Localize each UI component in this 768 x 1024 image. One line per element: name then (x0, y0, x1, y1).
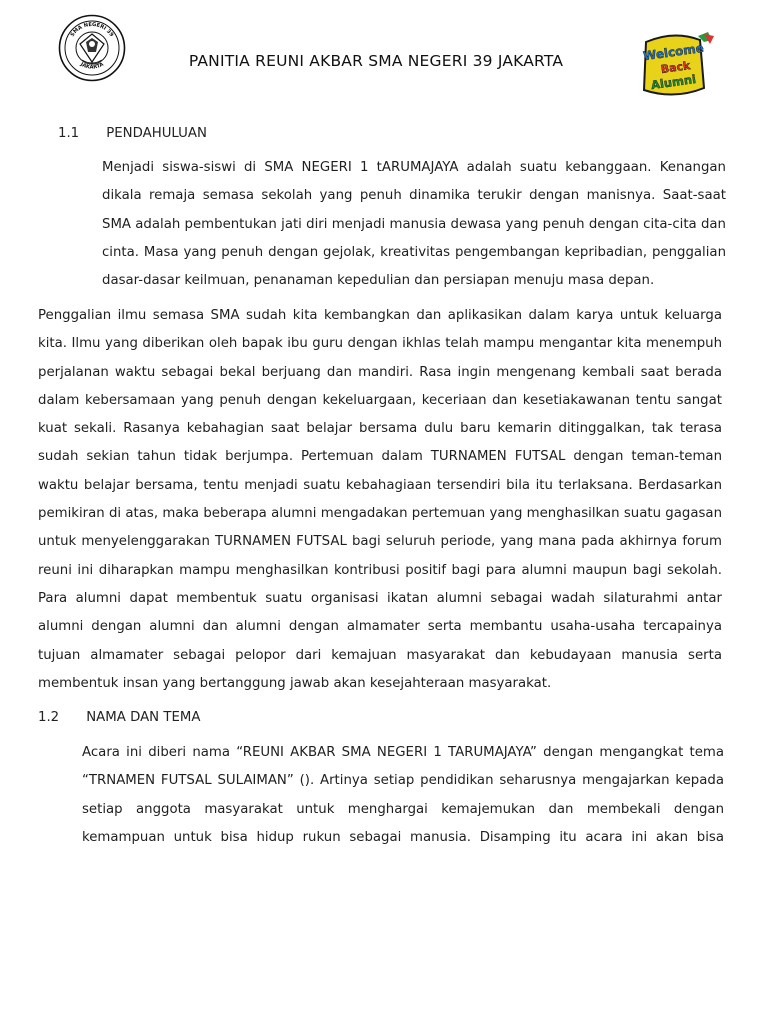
letterhead (0, 0, 768, 115)
logo-alumni-text: Alumni (650, 71, 697, 93)
logo-back-text: Back (659, 59, 692, 77)
welcome-back-alumni-logo (638, 30, 716, 102)
logo-welcome-text: Welcome (642, 40, 705, 64)
section-heading-pendahuluan (58, 126, 207, 141)
section-number: 1.2 (38, 710, 60, 725)
emblem-bottom-text: JAKARTA (79, 61, 105, 71)
paragraph-nama-tema: Acara ini diberi nama “REUNI AKBAR SMA NEGERI 1 TARUMAJAYA” dengan mengangkat tema “TRNAMEN FUTSAL SULAIMAN” (). Artinya setiap pendidikan seharusnya mengajarkan kepada setiap anggota masyarakat untuk menghargai kemajemukan dan membekali dengan kemampuan untuk bisa hidup rukun sebagai manusia. Disamping itu acara ini akan bisa (82, 745, 724, 845)
section-title: NAMA DAN TEMA (86, 710, 201, 725)
document-title: PANITIA REUNI AKBAR SMA NEGERI 39 JAKARTA (188, 52, 564, 70)
paragraph-body: Penggalian ilmu semasa SMA sudah kita kembangkan dan aplikasikan dalam karya untuk keluarga kita. Ilmu yang diberikan oleh bapak ibu guru dengan ikhlas telah mampu mengantar kita menempuh perjalanan waktu sebagai bekal berjuang dan mandiri. Rasa ingin mengenang kembali saat berada dalam kebersamaan yang penuh dengan kekeluargaan, keceriaan dan kesetiakawanan tentu sangat kuat sekali. Rasanya kebahagian saat belajar bersama dulu baru kemarin ditinggalkan, tak terasa sudah sekian tahun tidak berjumpa. Pertemuan dalam TURNAMEN FUTSAL dengan teman-teman waktu belajar bersama, tentu menjadi suatu kebahagiaan tersendiri bila itu terlaksana. Berdasarkan pemikiran di atas, maka beberapa alumni mengadakan pertemuan yang menghasilkan suatu gagasan untuk menyelenggarakan TURNAMEN FUTSAL bagi seluruh periode, yang mana pada akhirnya forum reuni ini diharapkan mampu menghasilkan kontribusi positif bagi para alumni maupun bagi sekolah. Para alumni dapat membentuk suatu organisasi ikatan alumni sebagai wadah silaturahmi antar alumni dengan alumni dan alumni dengan almamater serta membantu usaha-usaha tercapainya tujuan almamater sebagai pelopor dari kemajuan masyarakat dan kebudayaan manusia serta membentuk insan yang bertanggung jawab akan kesejahteraan masyarakat. (38, 308, 722, 691)
emblem-top-text: SMA NEGERI 39 (69, 21, 115, 38)
paragraph-intro: Menjadi siswa-siswi di SMA NEGERI 1 tARUMAJAYA adalah suatu kebanggaan. Kenangan dikala remaja semasa sekolah yang penuh dinamika terukir dengan manisnya. Saat-saat SMA adalah pembentukan jati diri menjadi manusia dewasa yang penuh dengan cita-cita dan cinta. Masa yang penuh dengan gejolak, kreativitas pengembangan kepribadian, penggalian dasar-dasar keilmuan, penanaman kepedulian dan persiapan menuju masa depan. (102, 160, 726, 289)
school-emblem-logo (58, 14, 126, 82)
section-heading-nama-dan-tema (38, 710, 200, 725)
section-title: PENDAHULUAN (106, 126, 207, 141)
section-number: 1.1 (58, 126, 80, 141)
